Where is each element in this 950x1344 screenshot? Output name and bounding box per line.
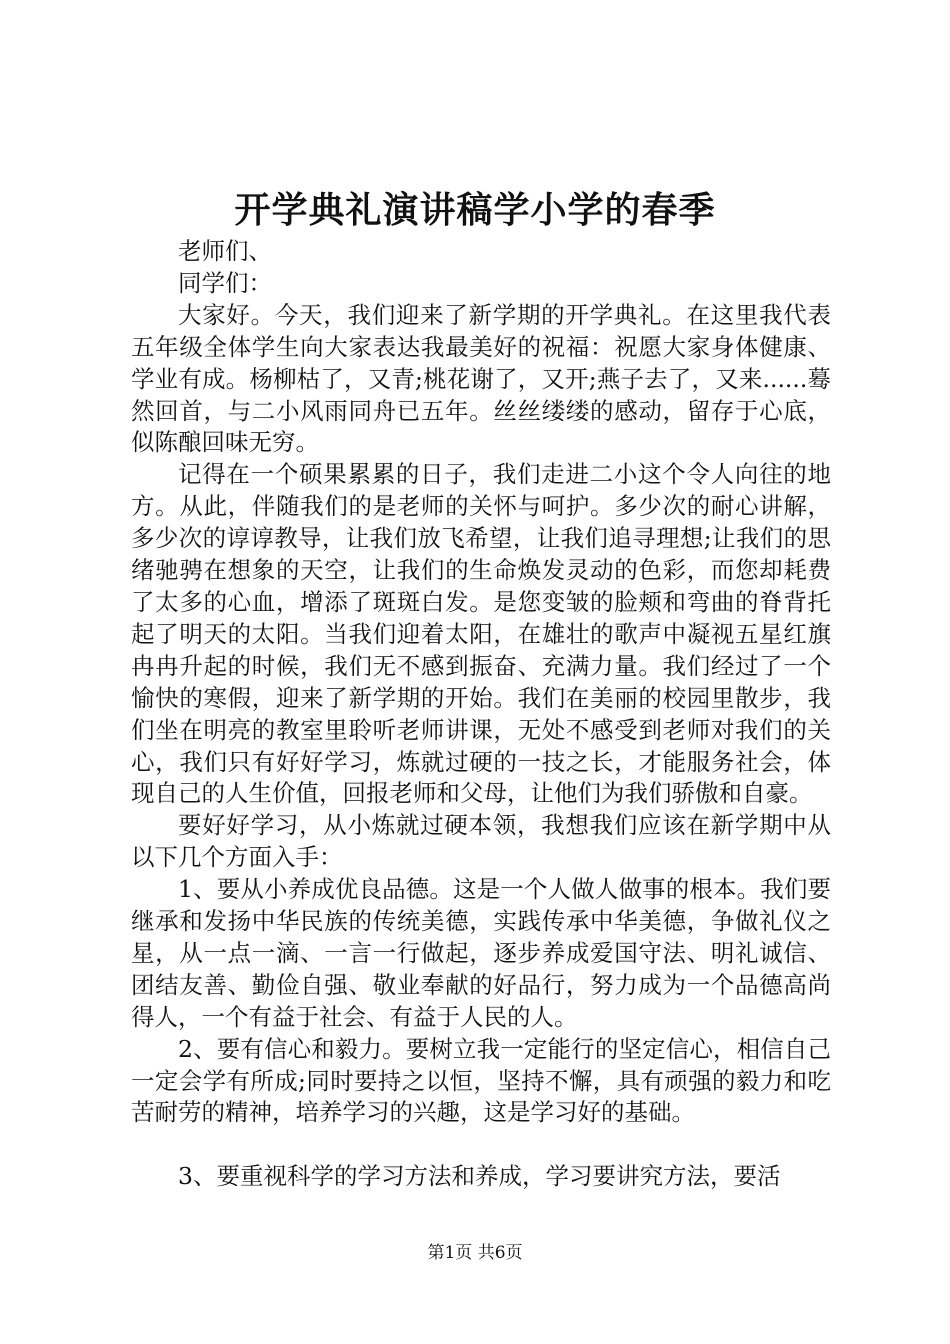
greeting-teachers: 老师们、: [178, 237, 272, 265]
document-title: 开学典礼演讲稿学小学的春季: [234, 189, 716, 231]
paragraph-spacer: [131, 1129, 831, 1161]
greeting-students: 同学们：: [178, 268, 272, 297]
paragraph-intro-points: 要好好学习，从小炼就过硬本领，我想我们应该在新学期中从以下几个方面入手：: [131, 811, 831, 872]
page-footer: 第1页 共6页: [427, 1243, 523, 1263]
document-body: [131, 236, 831, 1193]
paragraph-point-3: 3、要重视科学的学习方法和养成，学习要讲究方法，要活: [178, 1162, 781, 1191]
paragraph-point-2: 2、要有信心和毅力。要树立我一定能行的坚定信心，相信自己一定会学有所成;同时要持之以恒，坚持不懈，具有顽强的毅力和吃苦耐劳的精神，培养学习的兴趣，这是学习好的基础。: [131, 1034, 831, 1127]
paragraph-opening: 大家好。今天，我们迎来了新学期的开学典礼。在这里我代表五年级全体学生向大家表达我最美好的祝福：祝愿大家身体健康、学业有成。杨柳枯了，又青;桃花谢了，又开;燕子去了，又来......蓦然回首，与二小风雨同舟已五年。丝丝缕缕的感动，留存于心底，似陈酿回味无穷。: [131, 300, 831, 457]
paragraph-memories: 记得在一个硕果累累的日子，我们走进二小这个令人向往的地方。从此，伴随我们的是老师的关怀与呵护。多少次的耐心讲解，多少次的谆谆教导，让我们放飞希望，让我们追寻理想;让我们的思绪驰骋在想象的天空，让我们的生命焕发灵动的色彩，而您却耗费了太多的心血，增添了斑斑白发。是您变皱的脸颊和弯曲的脊背托起了明天的太阳。当我们迎着太阳，在雄壮的歌声中凝视五星红旗冉冉升起的时候，我们无不感到振奋、充满力量。我们经过了一个愉快的寒假，迎来了新学期的开始。我们在美丽的校园里散步，我们坐在明亮的教室里聆听老师讲课，无处不感受到老师对我们的关心，我们只有好好学习，炼就过硬的一技之长，才能服务社会，体现自己的人生价值，回报老师和父母，让他们为我们骄傲和自豪。: [131, 460, 831, 808]
paragraph-point-1: 1、要从小养成优良品德。这是一个人做人做事的根本。我们要继承和发扬中华民族的传统美德，实践传承中华美德，争做礼仪之星，从一点一滴、一言一行做起，逐步养成爱国守法、明礼诚信、团结友善、勤俭自强、敬业奉献的好品行，努力成为一个品德高尚得人，一个有益于社会、有益于人民的人。: [131, 875, 831, 1031]
